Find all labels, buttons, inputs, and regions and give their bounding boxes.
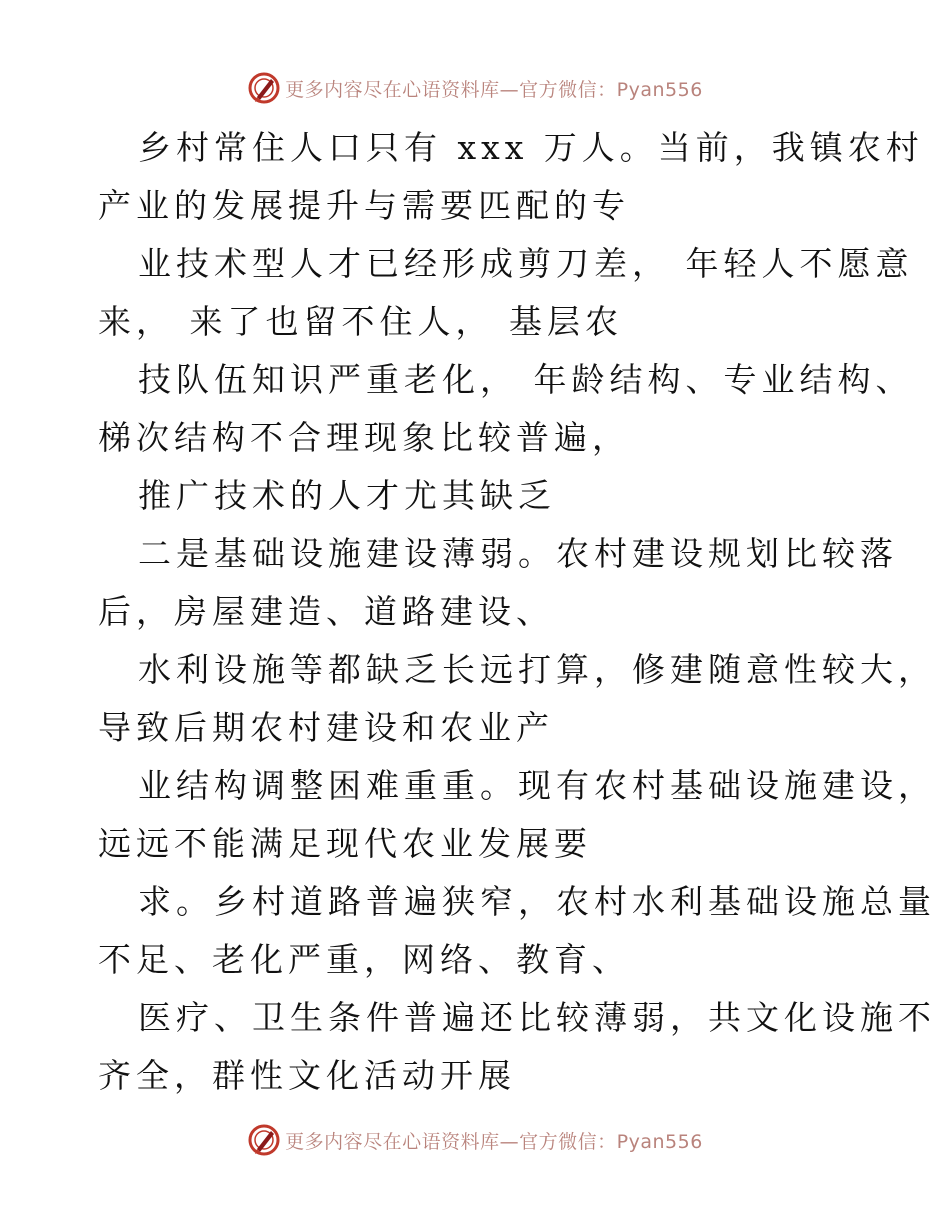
body-line: 产业的发展提升与需要匹配的专 (98, 186, 630, 225)
header-watermark-banner (0, 68, 950, 108)
pen-logo-icon (247, 71, 281, 105)
body-line: 二是基础设施建设薄弱。农村建设规划比较落 (138, 534, 898, 573)
body-line: 后，房屋建造、道路建设、 (98, 592, 554, 631)
body-line: 远远不能满足现代农业发展要 (98, 824, 592, 863)
footer-watermark-text: 更多内容尽在心语资料库—官方微信：Pyan556 (285, 1130, 703, 1153)
body-line: 乡村常住人口只有 xxx 万人。当前，我镇农村 (138, 128, 924, 167)
body-line: 不足、老化严重，网络、教育、 (98, 940, 630, 979)
body-line: 推广技术的人才尤其缺乏 (138, 476, 556, 515)
body-line: 齐全，群性文化活动开展 (98, 1056, 516, 1095)
body-line: 医疗、卫生条件普遍还比较薄弱，共文化设施不 (138, 998, 936, 1037)
pen-logo-icon (247, 1123, 281, 1157)
body-line: 水利设施等都缺乏长远打算，修建随意性较大， (138, 650, 936, 689)
body-line: 求。乡村道路普遍狭窄，农村水利基础设施总量 (138, 882, 936, 921)
body-line: 梯次结构不合理现象比较普遍， (98, 418, 630, 457)
body-line: 导致后期农村建设和农业产 (98, 708, 554, 747)
body-line: 业结构调整困难重重。现有农村基础设施建设， (138, 766, 936, 805)
body-line: 技队伍知识严重老化， 年龄结构、专业结构、 (138, 360, 914, 399)
body-line: 业技术型人才已经形成剪刀差， 年轻人不愿意 (138, 244, 914, 283)
body-line: 来， 来了也留不住人， 基层农 (98, 302, 623, 341)
footer-watermark-banner (0, 1120, 950, 1160)
header-watermark-text: 更多内容尽在心语资料库—官方微信：Pyan556 (285, 78, 703, 101)
